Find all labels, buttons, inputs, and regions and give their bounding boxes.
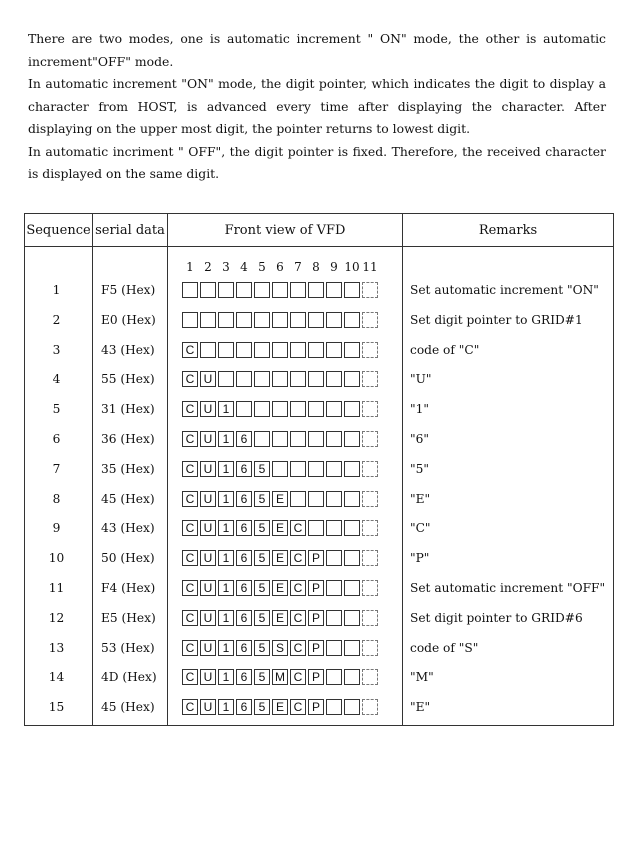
header-front-view: Front view of VFD	[168, 214, 403, 247]
serial-data-value: 4D (Hex)	[101, 670, 157, 685]
vfd-digit-cell: 6	[236, 550, 252, 566]
vfd-digit-cell	[326, 550, 342, 566]
vfd-digit-cell	[308, 461, 324, 477]
vfd-digit-cell: U	[200, 610, 216, 626]
vfd-digit-cell	[308, 342, 324, 358]
vfd-digit-cell: C	[182, 491, 198, 507]
vfd-digit-cell	[182, 312, 198, 328]
vfd-digit-cell: C	[290, 640, 306, 656]
vfd-column	[168, 247, 403, 726]
vfd-digit-cell: 5	[254, 610, 270, 626]
vfd-digit-cell	[200, 342, 216, 358]
vfd-digit-cell: U	[200, 640, 216, 656]
vfd-digit-cell	[308, 282, 324, 298]
vfd-digit-cell	[290, 371, 306, 387]
vfd-digit-cell	[290, 401, 306, 417]
vfd-digit-cell: C	[182, 520, 198, 536]
serial-data-value: 36 (Hex)	[101, 432, 155, 446]
remark-text: "C"	[410, 521, 431, 536]
sequence-number: 8	[52, 491, 61, 506]
vfd-digit-cell: 6	[236, 610, 252, 626]
vfd-digit-cell	[254, 282, 270, 298]
vfd-digit-cell: 1	[218, 699, 234, 715]
vfd-digit-cell	[272, 401, 288, 417]
serial-data-value: 31 (Hex)	[101, 402, 155, 417]
vfd-digit-cell: E	[272, 520, 288, 536]
digit-number: 4	[240, 260, 248, 274]
serial-data-value: 43 (Hex)	[101, 521, 155, 536]
vfd-digit-cell	[344, 669, 360, 685]
vfd-digit-cell	[362, 431, 378, 447]
vfd-digit-cell: 5	[254, 669, 270, 685]
digit-number: 11	[362, 260, 378, 274]
vfd-digit-cell	[236, 312, 252, 328]
vfd-digit-cell: C	[290, 669, 306, 685]
vfd-digit-cell	[218, 282, 234, 298]
vfd-digit-cell: 5	[254, 699, 270, 715]
vfd-digit-cell: P	[308, 550, 324, 566]
digit-number: 6	[276, 260, 284, 274]
vfd-digit-cell	[326, 342, 342, 358]
intro-paragraph: There are two modes, one is automatic increment " ON" mode, the other is automatic increment"OFF" mode.	[28, 31, 606, 69]
vfd-digit-cell: P	[308, 669, 324, 685]
vfd-digit-cell	[272, 461, 288, 477]
vfd-digit-cell: C	[182, 550, 198, 566]
remark-text: code of "S"	[410, 640, 479, 655]
table-body-row	[25, 247, 614, 726]
vfd-digit-cell: M	[272, 669, 288, 685]
vfd-digit-cell	[308, 401, 324, 417]
remark-text: "6"	[410, 432, 429, 446]
vfd-digit-cell: P	[308, 580, 324, 596]
vfd-digit-cell: P	[308, 640, 324, 656]
vfd-digit-cell: 1	[218, 431, 234, 447]
vfd-digit-cell: C	[182, 371, 198, 387]
serial-data-value: 45 (Hex)	[101, 491, 155, 506]
vfd-digit-cell	[326, 282, 342, 298]
header-serial-data: serial data	[93, 214, 168, 247]
vfd-digit-cell: E	[272, 699, 288, 715]
vfd-digit-cell: 6	[236, 520, 252, 536]
sequence-number: 7	[52, 461, 61, 476]
remark-text: "E"	[410, 700, 431, 715]
digit-number: 3	[222, 260, 230, 274]
vfd-digit-cell: U	[200, 550, 216, 566]
vfd-digit-cell	[326, 461, 342, 477]
serial-data-value: E0 (Hex)	[101, 312, 156, 327]
vfd-digit-cell	[344, 342, 360, 358]
vfd-digit-cell	[326, 431, 342, 447]
digit-number: 10	[344, 260, 360, 274]
vfd-digit-cell: C	[182, 669, 198, 685]
vfd-digit-cell	[254, 312, 270, 328]
table-header-row	[25, 214, 614, 247]
vfd-digit-cell: 1	[218, 520, 234, 536]
vfd-digit-cell: 1	[218, 550, 234, 566]
vfd-digit-cell	[344, 491, 360, 507]
vfd-digit-cell	[200, 282, 216, 298]
vfd-digit-cell	[290, 342, 306, 358]
sequence-table	[24, 213, 614, 726]
vfd-digit-cell	[344, 580, 360, 596]
sequence-number: 3	[52, 342, 61, 357]
vfd-digit-cell	[290, 491, 306, 507]
sequence-number: 13	[48, 640, 65, 655]
sequence-number: 2	[52, 312, 61, 327]
vfd-digit-cell	[326, 371, 342, 387]
serial-data-value: 35 (Hex)	[101, 461, 155, 476]
vfd-digit-cell: 1	[218, 461, 234, 477]
vfd-digit-cell: C	[290, 550, 306, 566]
vfd-digit-cell: C	[290, 610, 306, 626]
vfd-digit-cell	[236, 282, 252, 298]
vfd-digit-cell: E	[272, 491, 288, 507]
serial-data-value: 43 (Hex)	[101, 342, 155, 357]
vfd-digit-cell	[326, 640, 342, 656]
remark-text: "P"	[410, 551, 430, 566]
vfd-digit-cell: 6	[236, 461, 252, 477]
sequence-number: 1	[52, 283, 61, 297]
vfd-digit-cell	[344, 640, 360, 656]
vfd-digit-cell	[254, 401, 270, 417]
vfd-digit-cell: C	[290, 520, 306, 536]
remark-text: Set automatic increment "OFF"	[410, 581, 606, 595]
serial-data-value: 50 (Hex)	[101, 551, 155, 566]
vfd-digit-cell	[362, 580, 378, 596]
vfd-digit-cell	[272, 282, 288, 298]
vfd-digit-cell: U	[200, 371, 216, 387]
vfd-digit-cell: 1	[218, 401, 234, 417]
digit-number: 8	[312, 260, 320, 274]
vfd-digit-cell	[362, 550, 378, 566]
vfd-digit-cell	[344, 401, 360, 417]
remark-text: "U"	[410, 372, 432, 387]
serial-data-value: E5 (Hex)	[101, 610, 156, 625]
vfd-digit-cell	[326, 312, 342, 328]
vfd-digit-cell: C	[182, 640, 198, 656]
vfd-digit-cell	[218, 342, 234, 358]
vfd-digit-cell: 6	[236, 580, 252, 596]
sequence-column	[25, 247, 93, 726]
vfd-digit-cell	[326, 580, 342, 596]
remark-text: "M"	[410, 670, 434, 685]
vfd-digit-cell: 1	[218, 640, 234, 656]
remark-text: Set digit pointer to GRID#1	[410, 312, 583, 327]
vfd-digit-cell: 6	[236, 640, 252, 656]
vfd-digit-cell: C	[182, 699, 198, 715]
vfd-digit-cell: P	[308, 699, 324, 715]
vfd-digit-cell: U	[200, 669, 216, 685]
sequence-number: 12	[48, 610, 65, 625]
vfd-digit-cell	[362, 610, 378, 626]
vfd-digit-cell: U	[200, 491, 216, 507]
vfd-digit-cell	[344, 699, 360, 715]
serial-data-value: 53 (Hex)	[101, 640, 155, 655]
vfd-digit-cell: 5	[254, 491, 270, 507]
vfd-digit-cell	[236, 342, 252, 358]
vfd-digit-cell: U	[200, 580, 216, 596]
vfd-digit-cell	[290, 312, 306, 328]
vfd-digit-cell	[308, 371, 324, 387]
vfd-digit-cell: C	[182, 461, 198, 477]
vfd-digit-cell	[200, 312, 216, 328]
sequence-number: 4	[52, 372, 61, 387]
remark-text: Set digit pointer to GRID#6	[410, 610, 583, 625]
header-sequence: Sequence	[25, 214, 93, 247]
vfd-digit-cell	[290, 282, 306, 298]
vfd-digit-cell	[326, 699, 342, 715]
remark-text: "E"	[410, 491, 431, 506]
vfd-digit-cell: U	[200, 431, 216, 447]
vfd-digit-cell	[290, 431, 306, 447]
vfd-digit-cell	[272, 342, 288, 358]
digit-number: 1	[186, 260, 194, 274]
vfd-digit-cell	[362, 491, 378, 507]
serial-data-value: 45 (Hex)	[101, 700, 155, 715]
digit-number: 5	[258, 260, 266, 274]
vfd-digit-cell: 6	[236, 491, 252, 507]
vfd-digit-cell	[272, 312, 288, 328]
sequence-number: 6	[52, 432, 61, 446]
vfd-digit-cell	[362, 401, 378, 417]
vfd-digit-cell	[236, 371, 252, 387]
remark-text: code of "C"	[410, 342, 480, 357]
vfd-digit-cell: 1	[218, 580, 234, 596]
vfd-digit-cell: 6	[236, 431, 252, 447]
vfd-digit-cell: 5	[254, 520, 270, 536]
intro-text	[28, 28, 606, 186]
vfd-digit-cell: C	[290, 580, 306, 596]
vfd-digit-cell: U	[200, 401, 216, 417]
vfd-digit-cell	[272, 371, 288, 387]
vfd-digit-cell	[362, 342, 378, 358]
vfd-digit-cell	[308, 312, 324, 328]
serial-data-value: F4 (Hex)	[101, 581, 156, 595]
vfd-digit-cell	[182, 282, 198, 298]
vfd-digit-cell: 1	[218, 610, 234, 626]
serial-data-value: F5 (Hex)	[101, 283, 156, 297]
intro-paragraph: In automatic incriment " OFF", the digit pointer is fixed. Therefore, the received character is displayed on the same digit.	[28, 143, 606, 181]
vfd-digit-cell	[236, 401, 252, 417]
vfd-digit-cell	[344, 550, 360, 566]
vfd-digit-cell	[344, 610, 360, 626]
vfd-digit-cell	[218, 371, 234, 387]
vfd-digit-cell: C	[290, 699, 306, 715]
vfd-digit-cell: 5	[254, 640, 270, 656]
sequence-number: 5	[52, 402, 61, 417]
vfd-digit-cell	[326, 520, 342, 536]
vfd-digit-cell	[362, 640, 378, 656]
vfd-digit-cell	[362, 461, 378, 477]
vfd-digit-cell	[344, 461, 360, 477]
sequence-number: 10	[48, 551, 65, 566]
sequence-number: 11	[48, 581, 65, 595]
vfd-digit-cell	[326, 610, 342, 626]
vfd-digit-cell: 6	[236, 699, 252, 715]
vfd-digit-cell	[326, 401, 342, 417]
vfd-digit-cell: 1	[218, 669, 234, 685]
vfd-digit-cell: U	[200, 461, 216, 477]
vfd-digit-cell: 5	[254, 550, 270, 566]
vfd-digit-cell	[362, 699, 378, 715]
vfd-digit-cell: E	[272, 610, 288, 626]
vfd-digit-cell	[308, 520, 324, 536]
digit-number: 2	[204, 260, 212, 274]
header-remarks: Remarks	[403, 214, 614, 247]
remark-text: Set automatic increment "ON"	[410, 283, 599, 297]
vfd-digit-cell	[308, 491, 324, 507]
vfd-digit-cell: 1	[218, 491, 234, 507]
serial-data-value: 55 (Hex)	[101, 372, 155, 387]
vfd-digit-cell	[254, 371, 270, 387]
vfd-digit-cell	[362, 312, 378, 328]
serial-column	[93, 247, 168, 726]
vfd-digit-cell: C	[182, 580, 198, 596]
remarks-column	[403, 247, 614, 726]
vfd-digit-cell	[344, 371, 360, 387]
vfd-digit-cell: C	[182, 610, 198, 626]
digit-number: 7	[294, 260, 302, 274]
vfd-digit-cell: U	[200, 699, 216, 715]
remark-text: "1"	[410, 402, 429, 417]
vfd-digit-cell	[308, 431, 324, 447]
sequence-number: 14	[48, 670, 65, 685]
vfd-digit-cell: E	[272, 550, 288, 566]
vfd-digit-cell	[326, 491, 342, 507]
vfd-digit-cell: 6	[236, 669, 252, 685]
vfd-digit-cell: C	[182, 401, 198, 417]
vfd-digit-cell	[290, 461, 306, 477]
vfd-digit-cell	[362, 282, 378, 298]
vfd-digit-cell	[254, 431, 270, 447]
vfd-digit-cell	[362, 371, 378, 387]
vfd-digit-cell	[272, 431, 288, 447]
intro-paragraph: In automatic increment "ON" mode, the digit pointer, which indicates the digit to display a character from HOST, is advanced every time after displaying the character. After displaying on the upper most digit, the pointer returns to lowest digit.	[28, 76, 606, 136]
sequence-number: 15	[48, 700, 65, 715]
vfd-digit-cell: E	[272, 580, 288, 596]
vfd-digit-cell	[344, 520, 360, 536]
vfd-digit-cell: 5	[254, 580, 270, 596]
remark-text: "5"	[410, 461, 429, 476]
vfd-digit-cell	[344, 312, 360, 328]
digit-number: 9	[330, 260, 338, 274]
vfd-digit-cell: S	[272, 640, 288, 656]
vfd-digit-cell: P	[308, 610, 324, 626]
vfd-digit-cell	[362, 669, 378, 685]
vfd-digit-cell	[362, 520, 378, 536]
vfd-digit-cell	[326, 669, 342, 685]
vfd-digit-cell	[344, 282, 360, 298]
vfd-digit-cell: C	[182, 431, 198, 447]
vfd-digit-cell	[254, 342, 270, 358]
vfd-digit-cell: C	[182, 342, 198, 358]
sequence-number: 9	[52, 521, 61, 536]
vfd-digit-cell: U	[200, 520, 216, 536]
vfd-digit-cell	[218, 312, 234, 328]
vfd-digit-cell: 5	[254, 461, 270, 477]
vfd-digit-cell	[344, 431, 360, 447]
